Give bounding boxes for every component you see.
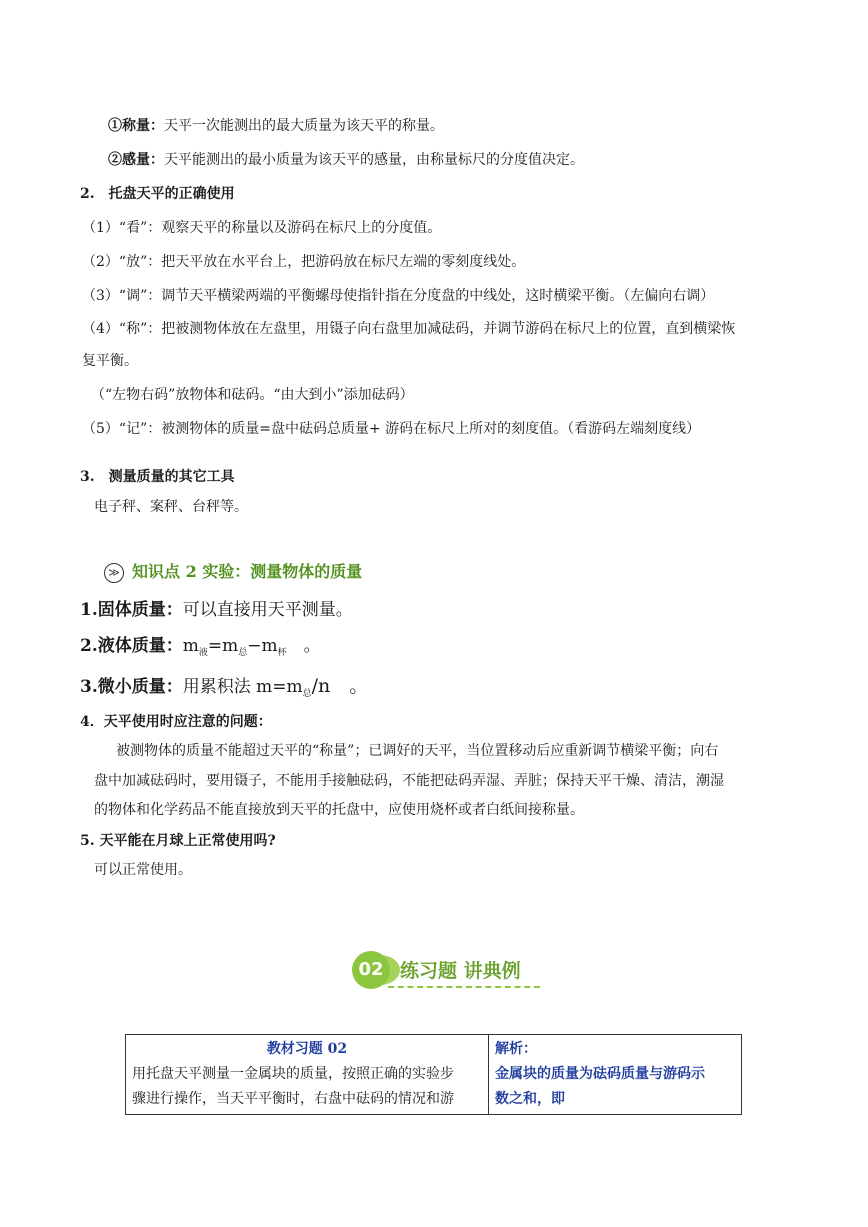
exercise-body-line: 骤进行操作，当天平平衡时，右盘中砝码的情况和游 (132, 1091, 454, 1107)
balance-usage-heading: 2. 托盘天平的正确使用 (80, 186, 235, 202)
sensitivity-text: 天平能测出的最小质量为该天平的感量，由称量标尺的分度值决定。 (164, 152, 584, 168)
exercise-table (125, 1034, 742, 1115)
moon-answer: 可以正常使用。 (94, 862, 192, 878)
answer-label: 解析： (495, 1041, 537, 1057)
answer-line: 数之和，即 (495, 1091, 565, 1107)
usage-step-continued: 复平衡。 (82, 353, 138, 369)
knowledge-point-heading (104, 560, 362, 585)
precautions-text: 的物体和化学药品不能直接放到天平的托盘中，应使用烧杯或者白纸间接称量。 (94, 802, 584, 818)
capacity-label: ①称量： (108, 118, 164, 134)
answer-line: 金属块的质量为砝码质量与游码示 (495, 1066, 705, 1082)
solid-mass-label: 1.固体质量： (80, 600, 183, 620)
usage-step: （5）“记”：被测物体的质量=盘中砝码总质量+ 游码在标尺上所对的刻度值。（看游码左端刻度线） (82, 421, 701, 437)
capacity-text: 天平一次能测出的最大质量为该天平的称量。 (164, 118, 444, 134)
formula-subscript: 液 (198, 648, 208, 658)
sensitivity-label: ②感量： (108, 152, 164, 168)
liquid-mass-item (80, 634, 321, 661)
other-tools-heading: 3. 测量质量的其它工具 (80, 469, 235, 485)
other-tools-text: 电子秤、案秤、台秤等。 (94, 499, 248, 515)
tiny-mass-item (80, 674, 368, 702)
usage-note: （“左物右码”放物体和砝码。“由大到小”添加砝码） (84, 387, 414, 403)
formula-part: m (182, 636, 199, 656)
section-title: 练习题 讲典例 (400, 960, 521, 982)
solid-mass-item (80, 598, 353, 622)
moon-question: 5. 天平能在月球上正常使用吗? (80, 833, 276, 849)
formula-subscript: 总 (238, 648, 248, 658)
double-chevron-icon: ≫ (104, 563, 124, 583)
formula-part: =m (207, 636, 239, 656)
formula-subscript: 总 (302, 689, 312, 699)
usage-step: （2）“放”：把天平放在水平台上，把游码放在标尺左端的零刻度线处。 (82, 254, 526, 270)
exercise-title: 教材习题 02 (266, 1041, 348, 1057)
section-underline (388, 986, 540, 988)
usage-step: （1）“看”：观察天平的称量以及游码在标尺上的分度值。 (82, 220, 442, 236)
precautions-heading: 4．天平使用时应注意的问题： (80, 714, 272, 730)
exercise-answer-cell (489, 1035, 742, 1115)
tiny-mass-text: 用累积法 m=m (182, 677, 303, 697)
knowledge-point-title: 知识点 2 实验：测量物体的质量 (132, 562, 363, 581)
formula-part: 。 (286, 636, 321, 656)
exercise-body-line: 用托盘天平测量一金属块的质量，按照正确的实验步 (132, 1066, 454, 1082)
liquid-mass-label: 2.液体质量： (80, 636, 183, 656)
usage-step: （4）“称”：把被测物体放在左盘里，用镊子向右盘里加减砝码，并调节游码在标尺上的位置，直到横梁恢 (82, 321, 736, 337)
formula-subscript: 杯 (277, 648, 287, 658)
section-number-badge: 02 (352, 951, 390, 989)
precautions-text: 盘中加减砝码时，要用镊子，不能用手接触砝码，不能把砝码弄湿、弄脏；保持天平干燥、清洁，潮湿 (94, 773, 724, 789)
capacity-definition (108, 116, 444, 136)
sensitivity-definition (108, 150, 584, 170)
liquid-mass-formula (183, 636, 321, 656)
tiny-mass-label: 3.微小质量： (80, 677, 183, 697)
formula-part: −m (247, 636, 278, 656)
solid-mass-text: 可以直接用天平测量。 (182, 600, 353, 620)
exercise-question-cell (126, 1035, 489, 1115)
precautions-text: 被测物体的质量不能超过天平的“称量”；已调好的天平，当位置移动后应重新调节横梁平衡；向右 (88, 743, 719, 759)
formula-part: /n 。 (311, 675, 369, 697)
usage-step: （3）“调”：调节天平横梁两端的平衡螺母使指针指在分度盘的中线处，这时横梁平衡。（左偏向右调） (82, 288, 715, 304)
